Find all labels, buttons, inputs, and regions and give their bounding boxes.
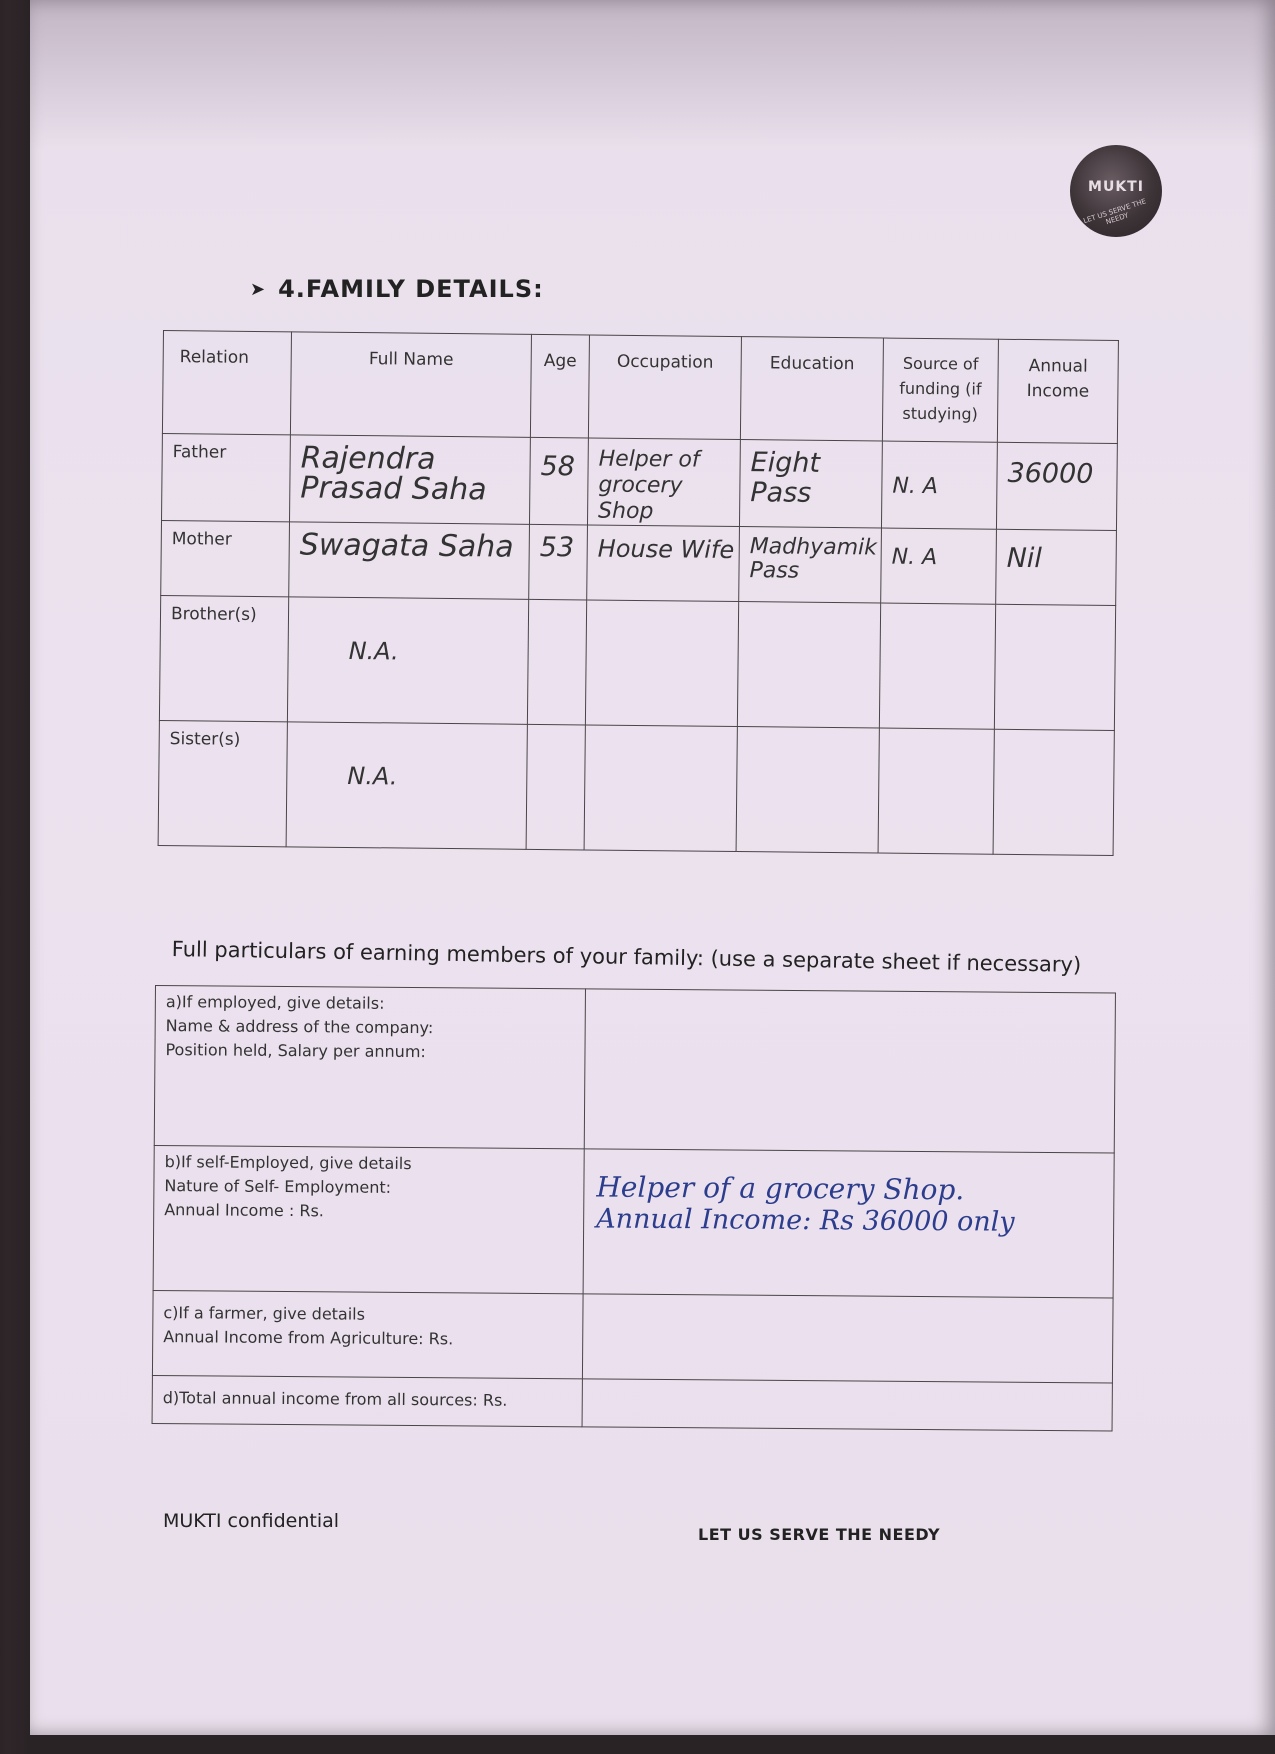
table-row <box>162 433 1118 530</box>
sisters-occupation <box>584 725 737 852</box>
self-employed-question: b)If self-Employed, give details Nature of Self- Employment: Annual Income : Rs. <box>153 1145 584 1293</box>
sisters-full-name: N.A. <box>286 722 527 850</box>
brothers-annual-income <box>994 604 1115 730</box>
employed-question: a)If employed, give details: Name & address of the company: Position held, Salary per annum: <box>154 986 585 1149</box>
mother-annual-income: Nil <box>996 529 1117 605</box>
table-row <box>152 1290 1113 1383</box>
section-title <box>250 275 544 303</box>
father-age: 58 <box>529 437 588 525</box>
sisters-source-of-funding <box>878 728 994 854</box>
header-education: Education <box>740 337 883 441</box>
farmer-answer <box>582 1294 1113 1383</box>
header-occupation: Occupation <box>588 335 741 440</box>
earning-members-heading: Full particulars of earning members of your family: (use a separate sheet if necessary) <box>171 937 1082 977</box>
father-annual-income: 36000 <box>996 442 1117 530</box>
brothers-source-of-funding <box>879 603 995 729</box>
brothers-education <box>737 602 880 728</box>
table-row <box>152 1375 1112 1431</box>
mother-occupation: House Wife <box>587 525 740 602</box>
section-title-text: 4.FAMILY DETAILS: <box>278 275 544 303</box>
table-header-row <box>162 331 1118 444</box>
footer-slogan: LET US SERVE THE NEEDY <box>698 1525 941 1544</box>
scan-shadow <box>30 0 1275 150</box>
relation-sisters: Sister(s) <box>158 720 287 846</box>
father-occupation: Helper of grocery Shop <box>587 438 740 527</box>
mother-full-name: Swagata Saha <box>289 522 530 600</box>
total-income-answer <box>582 1379 1112 1431</box>
mother-age: 53 <box>529 524 588 600</box>
table-row <box>153 1145 1114 1298</box>
mother-source-of-funding: N. A <box>881 528 997 604</box>
table-row <box>158 720 1114 855</box>
header-age: Age <box>530 334 589 438</box>
sisters-education <box>736 727 879 853</box>
header-full-name: Full Name <box>290 332 531 438</box>
arrow-bullet-icon: ➤ <box>250 279 267 300</box>
sisters-age <box>526 724 585 850</box>
self-employed-answer <box>583 1149 1114 1298</box>
scan-edge-shadow <box>0 0 30 1754</box>
father-source-of-funding: N. A <box>881 441 997 529</box>
self-employment-income: Annual Income: Rs 36000 only <box>596 1203 1015 1238</box>
employed-answer <box>584 989 1115 1153</box>
relation-brothers: Brother(s) <box>159 595 288 721</box>
total-income-question: d)Total annual income from all sources: Rs. <box>152 1375 582 1426</box>
mother-education: Madhyamik Pass <box>739 527 882 603</box>
brothers-occupation <box>585 600 738 727</box>
header-annual-income: Annual Income <box>997 339 1118 443</box>
footer-confidential: MUKTI confidential <box>163 1510 340 1532</box>
logo-name: MUKTI <box>1088 179 1144 195</box>
header-relation: Relation <box>162 331 291 435</box>
table-row <box>159 595 1115 730</box>
family-details-table <box>158 330 1119 856</box>
self-employment-nature: Helper of a grocery Shop. <box>596 1170 965 1207</box>
relation-father: Father <box>162 433 291 521</box>
earning-members-table <box>152 985 1116 1432</box>
mukti-logo <box>1070 145 1162 237</box>
document-page <box>30 0 1275 1735</box>
farmer-question: c)If a farmer, give details Annual Income from Agriculture: Rs. <box>152 1290 583 1378</box>
header-source-of-funding: Source of funding (if studying) <box>882 338 998 442</box>
table-row <box>154 986 1115 1154</box>
father-full-name: Rajendra Prasad Saha <box>289 435 530 525</box>
sisters-annual-income <box>993 729 1114 855</box>
brothers-age <box>527 599 586 725</box>
table-row <box>161 520 1117 605</box>
relation-mother: Mother <box>161 520 290 596</box>
father-education: Eight Pass <box>739 440 882 528</box>
logo-tagline: LET US SERVE THE NEEDY <box>1082 197 1148 227</box>
brothers-full-name: N.A. <box>287 597 528 725</box>
